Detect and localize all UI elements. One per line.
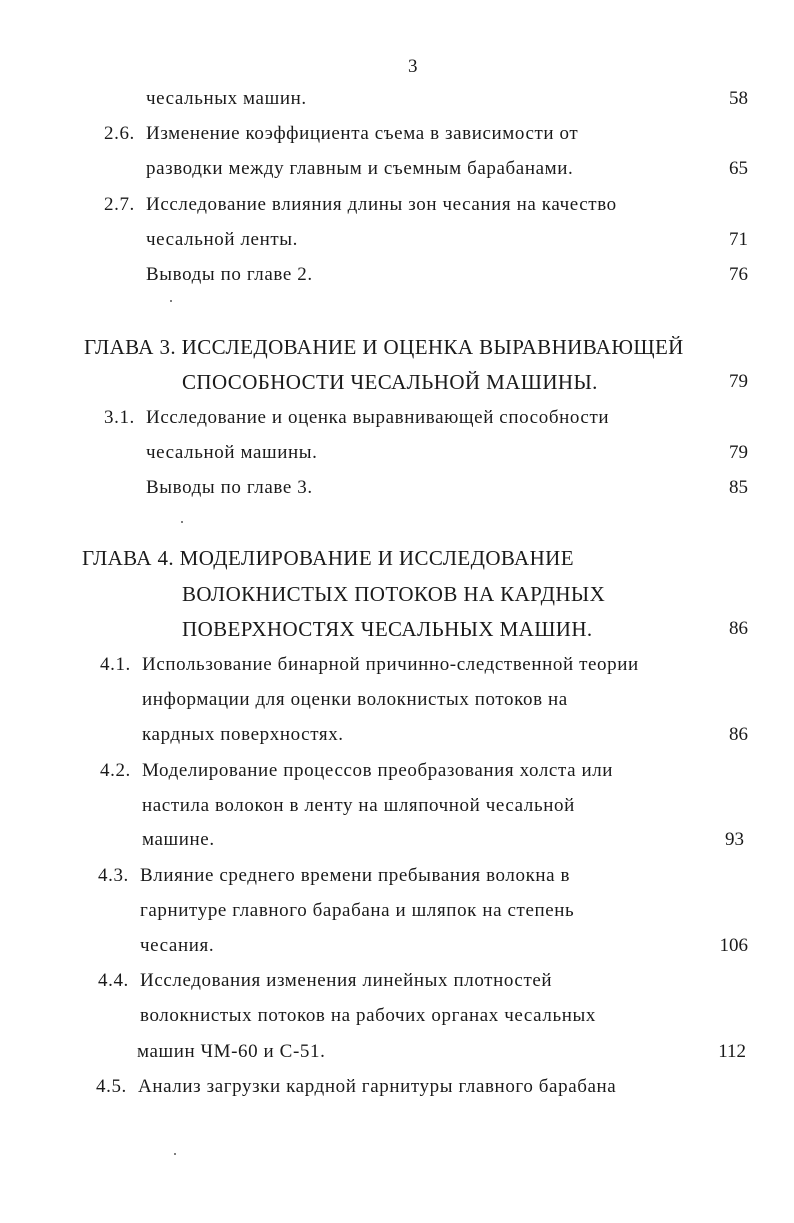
chapter-heading: ГЛАВА 3. ИССЛЕДОВАНИЕ И ОЦЕНКА ВЫРАВНИВАЮЩЕЙ (84, 335, 684, 359)
toc-entry-number: 2.6. (104, 123, 135, 144)
toc-entry-number: 4.5. (96, 1076, 127, 1097)
toc-entry-text: чесания. (140, 935, 215, 956)
toc-entry-number: 4.3. (98, 865, 129, 886)
toc-entry-page: 79 (729, 371, 748, 392)
toc-entry-number: 4.4. (98, 970, 129, 991)
toc-entry-text: настила волокон в ленту на шляпочной чесальной (142, 795, 575, 816)
page-number: 3 (408, 56, 419, 77)
toc-entry-text: кардных поверхностях. (142, 724, 344, 745)
toc-entry-text: Изменение коэффициента съема в зависимости от (146, 123, 579, 144)
chapter-heading: ГЛАВА 4. МОДЕЛИРОВАНИЕ И ИССЛЕДОВАНИЕ (82, 546, 574, 570)
toc-entry-text: чесальной машины. (146, 442, 318, 463)
scan-speck (181, 521, 183, 523)
toc-entry-text: Выводы по главе 3. (146, 477, 313, 498)
toc-entry-page: 65 (729, 158, 748, 179)
toc-entry-text: машин ЧМ-60 и С-51. (137, 1041, 326, 1062)
toc-entry-text: Анализ загрузки кардной гарнитуры главного барабана (138, 1076, 617, 1097)
toc-entry-page: 76 (729, 264, 748, 285)
toc-entry-page: 58 (729, 88, 748, 109)
toc-entry-number: 2.7. (104, 194, 135, 215)
toc-entry-text: Исследования изменения линейных плотностей (140, 970, 553, 991)
toc-entry-text: машине. (142, 829, 215, 850)
scan-speck (170, 300, 172, 302)
toc-entry-text: Использование бинарной причинно-следственной теории (142, 654, 639, 675)
toc-entry-text: чесальных машин. (146, 88, 307, 109)
toc-entry-page: 86 (729, 724, 748, 745)
toc-entry-text: волокнистых потоков на рабочих органах чесальных (140, 1005, 596, 1026)
toc-entry-text: разводки между главным и съемным барабанами. (146, 158, 574, 179)
toc-entry-page: 71 (729, 229, 748, 250)
toc-entry-page: 106 (719, 935, 748, 956)
toc-entry-page: 79 (729, 442, 748, 463)
toc-entry-text: чесальной ленты. (146, 229, 298, 250)
toc-entry-page: 93 (725, 829, 744, 850)
scan-speck (174, 1153, 176, 1155)
toc-entry-text: гарнитуре главного барабана и шляпок на степень (140, 900, 575, 921)
toc-entry-text: Исследование влияния длины зон чесания на качество (146, 194, 617, 215)
toc-entry-page: 86 (729, 618, 748, 639)
toc-entry-number: 4.1. (100, 654, 131, 675)
toc-entry-page: 85 (729, 477, 748, 498)
chapter-heading: ВОЛОКНИСТЫХ ПОТОКОВ НА КАРДНЫХ (182, 582, 606, 606)
toc-entry-text: Влияние среднего времени пребывания волокна в (140, 865, 571, 886)
toc-entry-text: информации для оценки волокнистых потоков на (142, 689, 568, 710)
toc-entry-number: 4.2. (100, 760, 131, 781)
chapter-heading: ПОВЕРХНОСТЯХ ЧЕСАЛЬНЫХ МАШИН. (182, 617, 593, 641)
toc-entry-text: Исследование и оценка выравнивающей способности (146, 407, 610, 428)
toc-entry-page: 112 (718, 1041, 746, 1062)
chapter-heading: СПОСОБНОСТИ ЧЕСАЛЬНОЙ МАШИНЫ. (182, 370, 598, 394)
toc-entry-text: Моделирование процессов преобразования холста или (142, 760, 614, 781)
toc-entry-text: Выводы по главе 2. (146, 264, 313, 285)
toc-entry-number: 3.1. (104, 407, 135, 428)
